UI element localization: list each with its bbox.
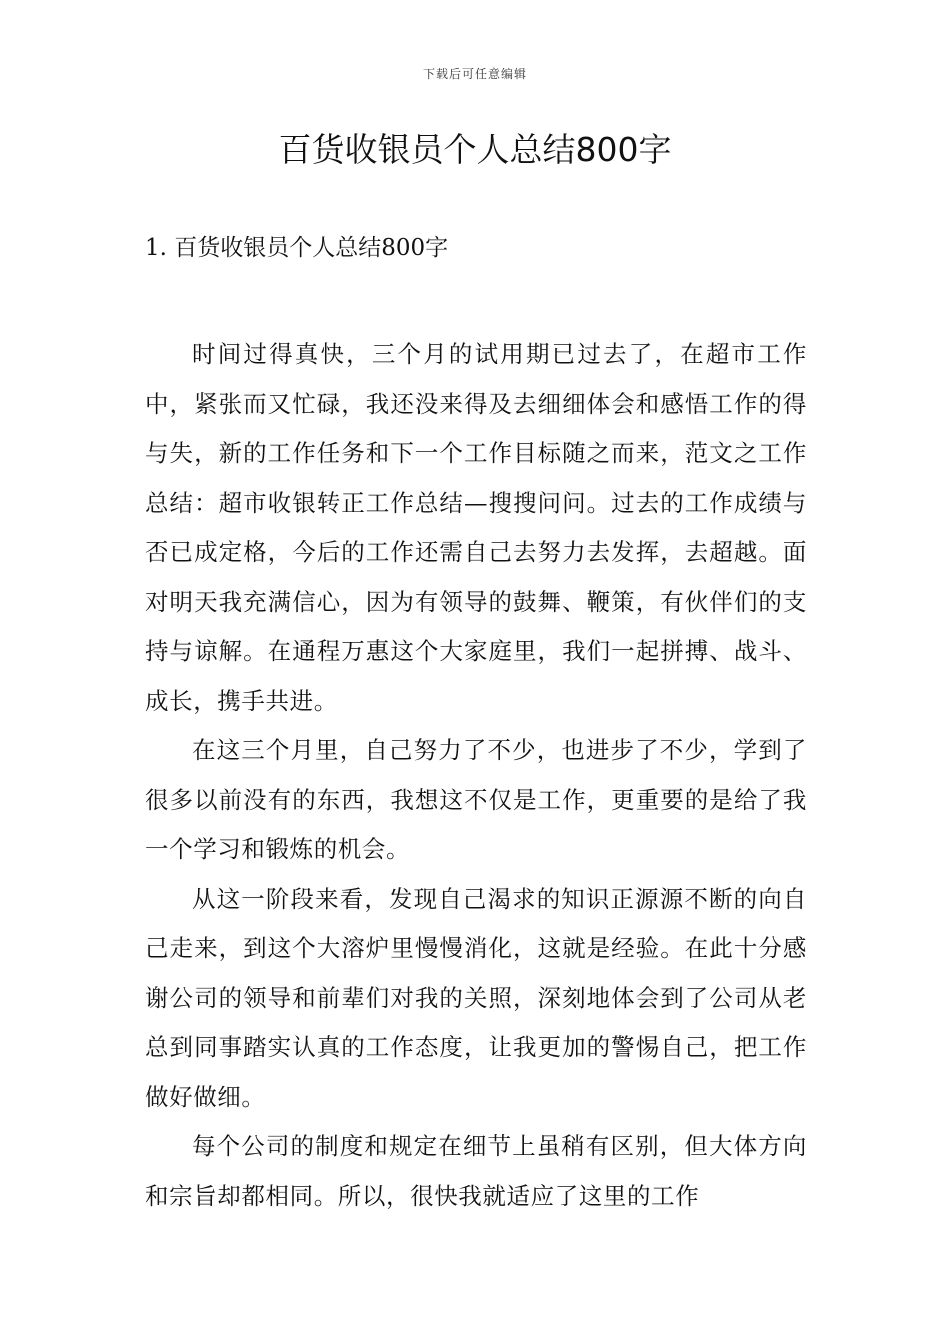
paragraph-3: 从这一阶段来看，发现自己渴求的知识正源源不断的向自己走来，到这个大溶炉里慢慢消化，这就是经验。在此十分感谢公司的领导和前辈们对我的关照，深刻地体会到了公司从老总到同事踏实认真的工作态度，让我更加的警惕自己，把工作做好做细。 <box>145 884 807 1111</box>
section-heading: 1. 百货收银员个人总结800字 <box>145 235 449 261</box>
paragraph-1: 时间过得真快，三个月的试用期已过去了，在超市工作中，紧张而又忙碌，我还没来得及去细细体会和感悟工作的得与失，新的工作任务和下一个工作目标随之而来，范文之工作总结：超市收银转正工作总结—搜搜问问。过去的工作成绩与否已成定格，今后的工作还需自己去努力去发挥，去超越。面对明天我充满信心，因为有领导的鼓舞、鞭策，有伙伴们的支持与谅解。在通程万惠这个大家庭里，我们一起拼搏、战斗、成长，携手共进。 <box>145 340 807 715</box>
paragraph-4: 每个公司的制度和规定在细节上虽稍有区别，但大体方向和宗旨却都相同。所以，很快我就适应了这里的工作 <box>145 1132 807 1210</box>
document-title: 百货收银员个人总结800字 <box>278 130 672 169</box>
body-text <box>145 330 807 1221</box>
paragraph-2: 在这三个月里，自己努力了不少，也进步了不少，学到了很多以前没有的东西，我想这不仅是工作，更重要的是给了我一个学习和锻炼的机会。 <box>145 736 807 863</box>
header-note: 下载后可任意编辑 <box>422 67 527 81</box>
